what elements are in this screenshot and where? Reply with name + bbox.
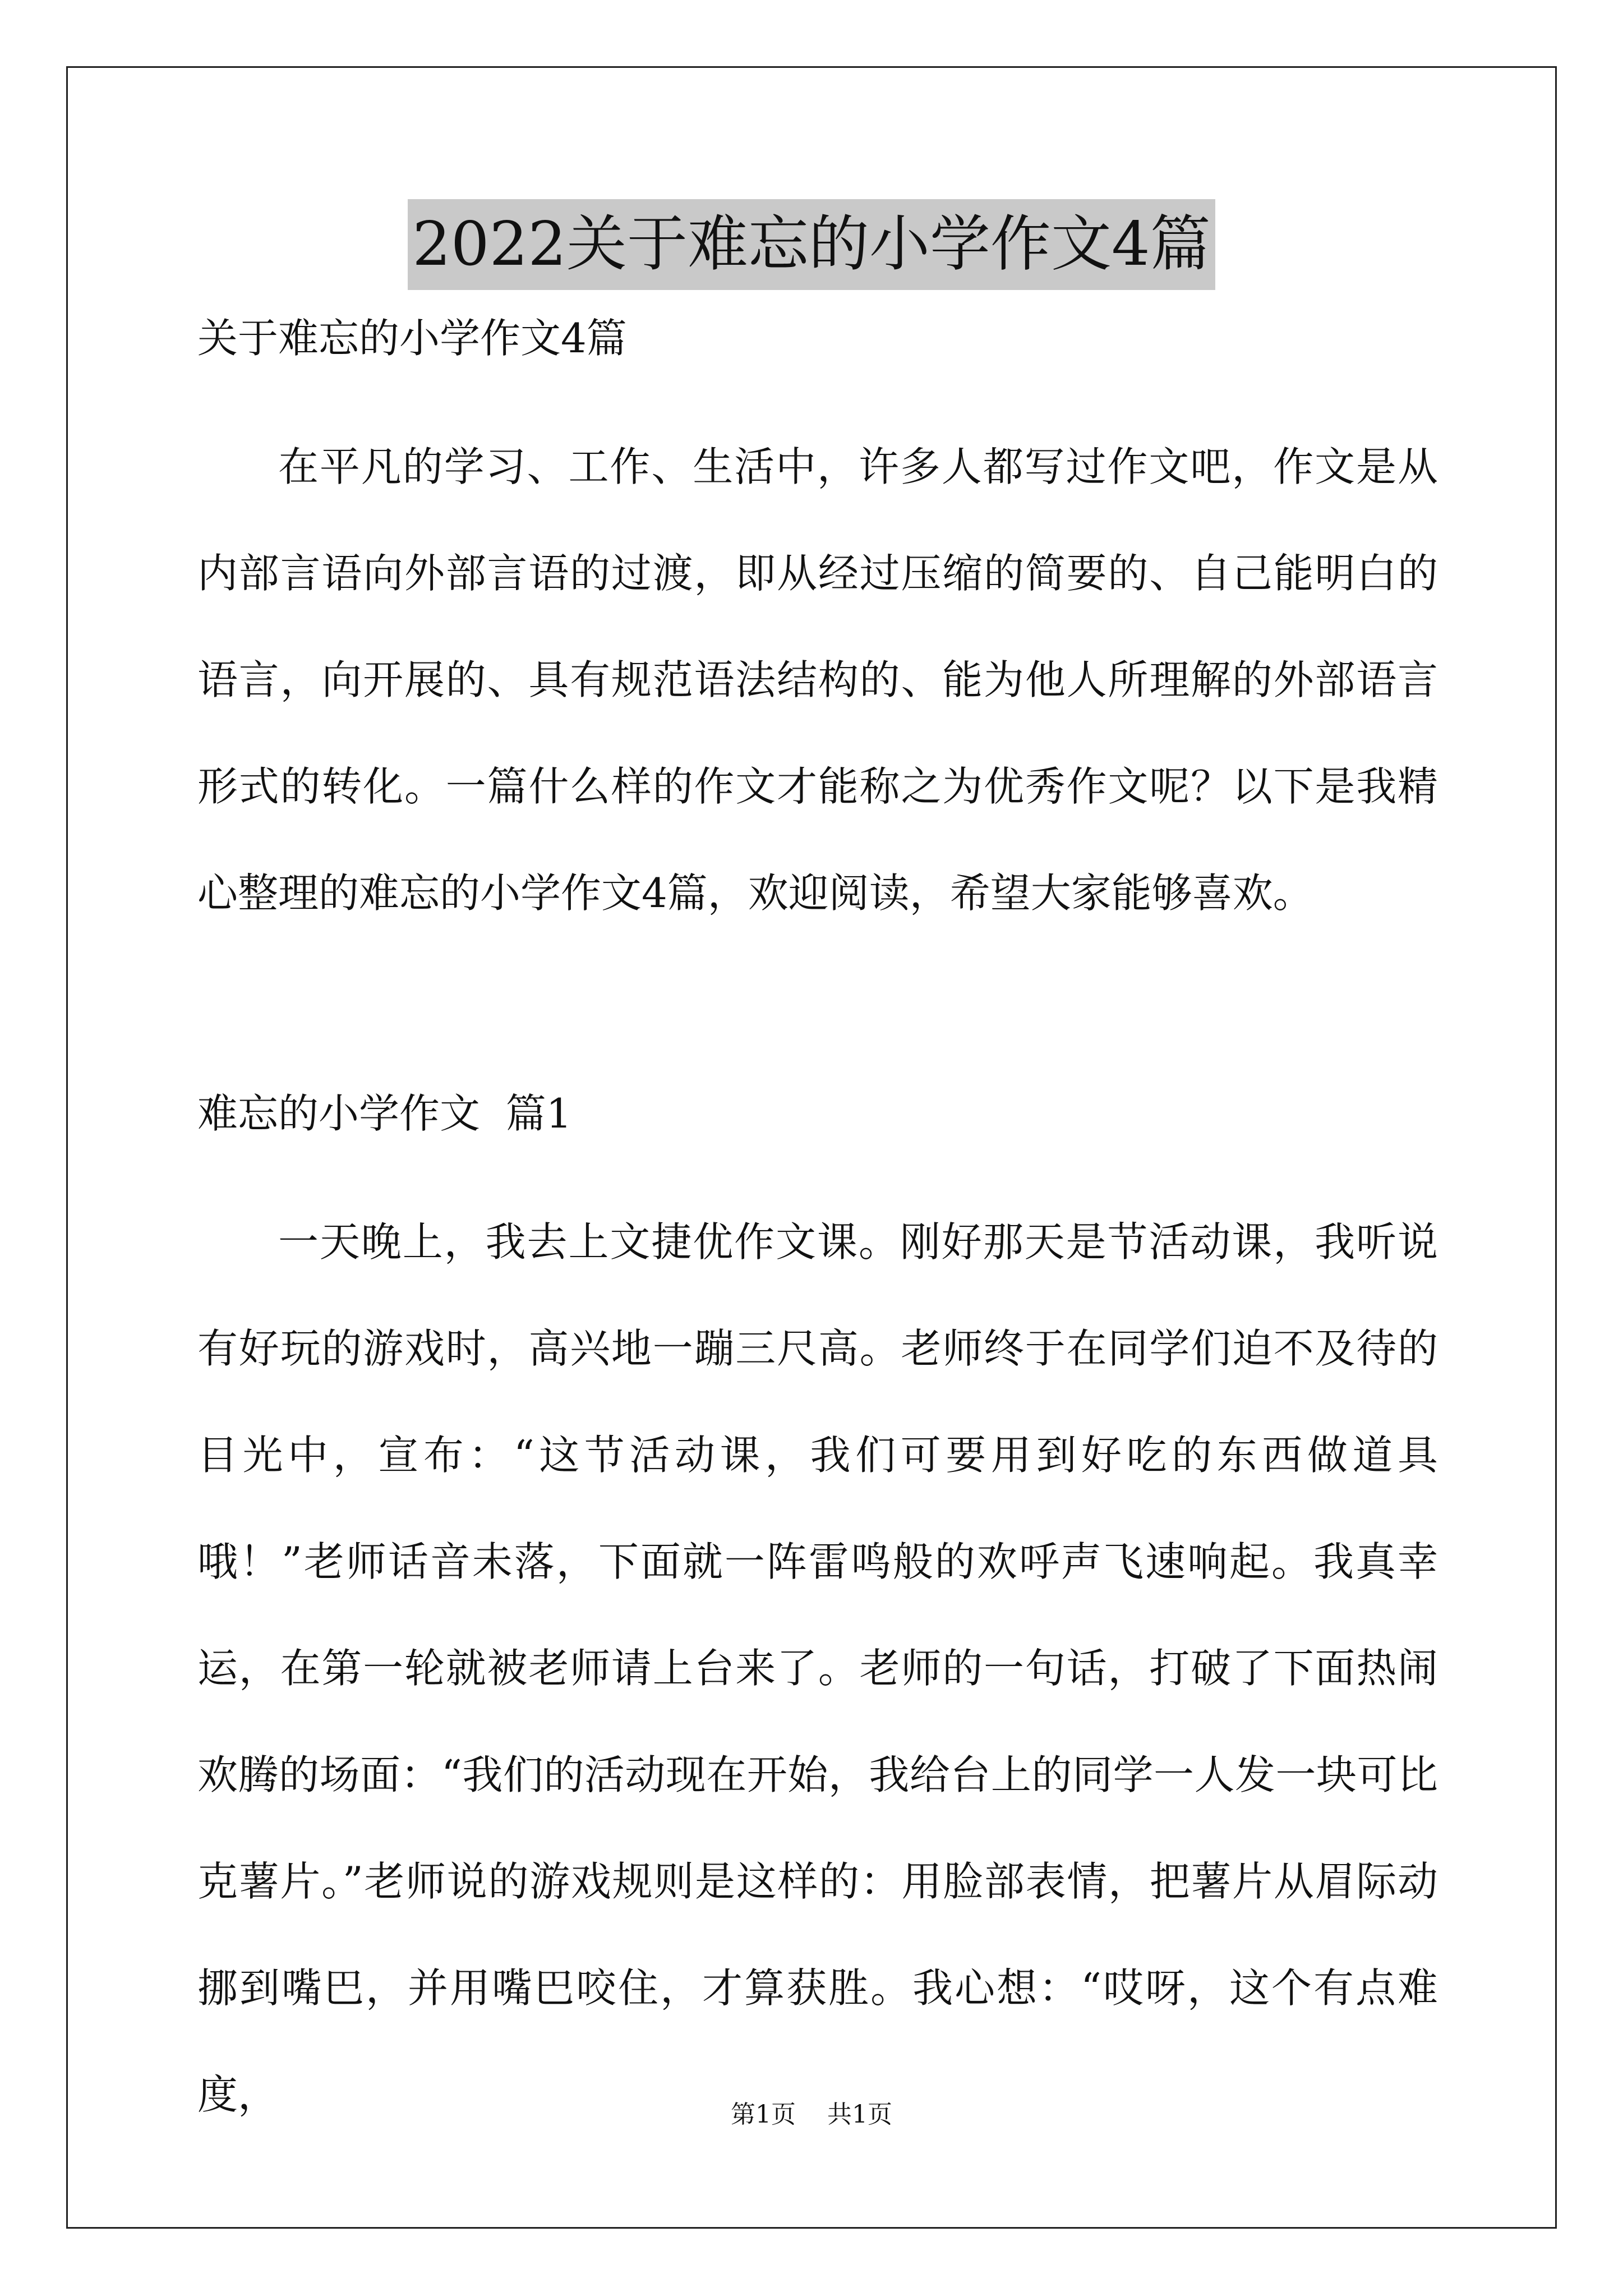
spacer bbox=[197, 946, 1438, 1087]
section-heading: 难忘的小学作文 篇1 bbox=[197, 1090, 572, 1137]
document-subtitle: 关于难忘的小学作文4篇 bbox=[197, 315, 627, 362]
intro-paragraph: 在平凡的学习、工作、生活中，许多人都写过作文吧，作文是从内部言语向外部言语的过渡，即从经过压缩的简要的、自己能明白的语言，向开展的、具有规范语法结构的、能为他人所理解的外部语言形式的转化。一篇什么样的作文才能称之为优秀作文呢？以下是我精心整理的难忘的小学作文4篇，欢迎阅读，希望大家能够喜欢。 bbox=[197, 443, 1438, 917]
page-footer: 第1页 共1页 bbox=[731, 2100, 892, 2129]
section-paragraph: 一天晚上，我去上文捷优作文课。刚好那天是节活动课，我听说有好玩的游戏时，高兴地一蹦三尺高。老师终于在同学们迫不及待的目光中，宣布：“这节活动课，我们可要用到好吃的东西做道具哦！”老师话音未落，下面就一阵雷鸣般的欢呼声飞速响起。我真幸运，在第一轮就被老师请上台来了。老师的一句话，打破了下面热闹欢腾的场面：“我们的活动现在开始，我给台上的同学一人发一块可比克薯片。”老师说的游戏规则是这样的：用脸部表情，把薯片从眉际动挪到嘴巴，并用嘴巴咬住，才算获胜。我心想：“哎呀，这个有点难度， bbox=[197, 1218, 1438, 2118]
spacer bbox=[197, 1140, 1438, 1189]
document-body bbox=[197, 311, 1438, 2148]
title-container bbox=[0, 199, 1623, 290]
document-title: 2022关于难忘的小学作文4篇 bbox=[408, 199, 1215, 290]
spacer bbox=[197, 365, 1438, 413]
